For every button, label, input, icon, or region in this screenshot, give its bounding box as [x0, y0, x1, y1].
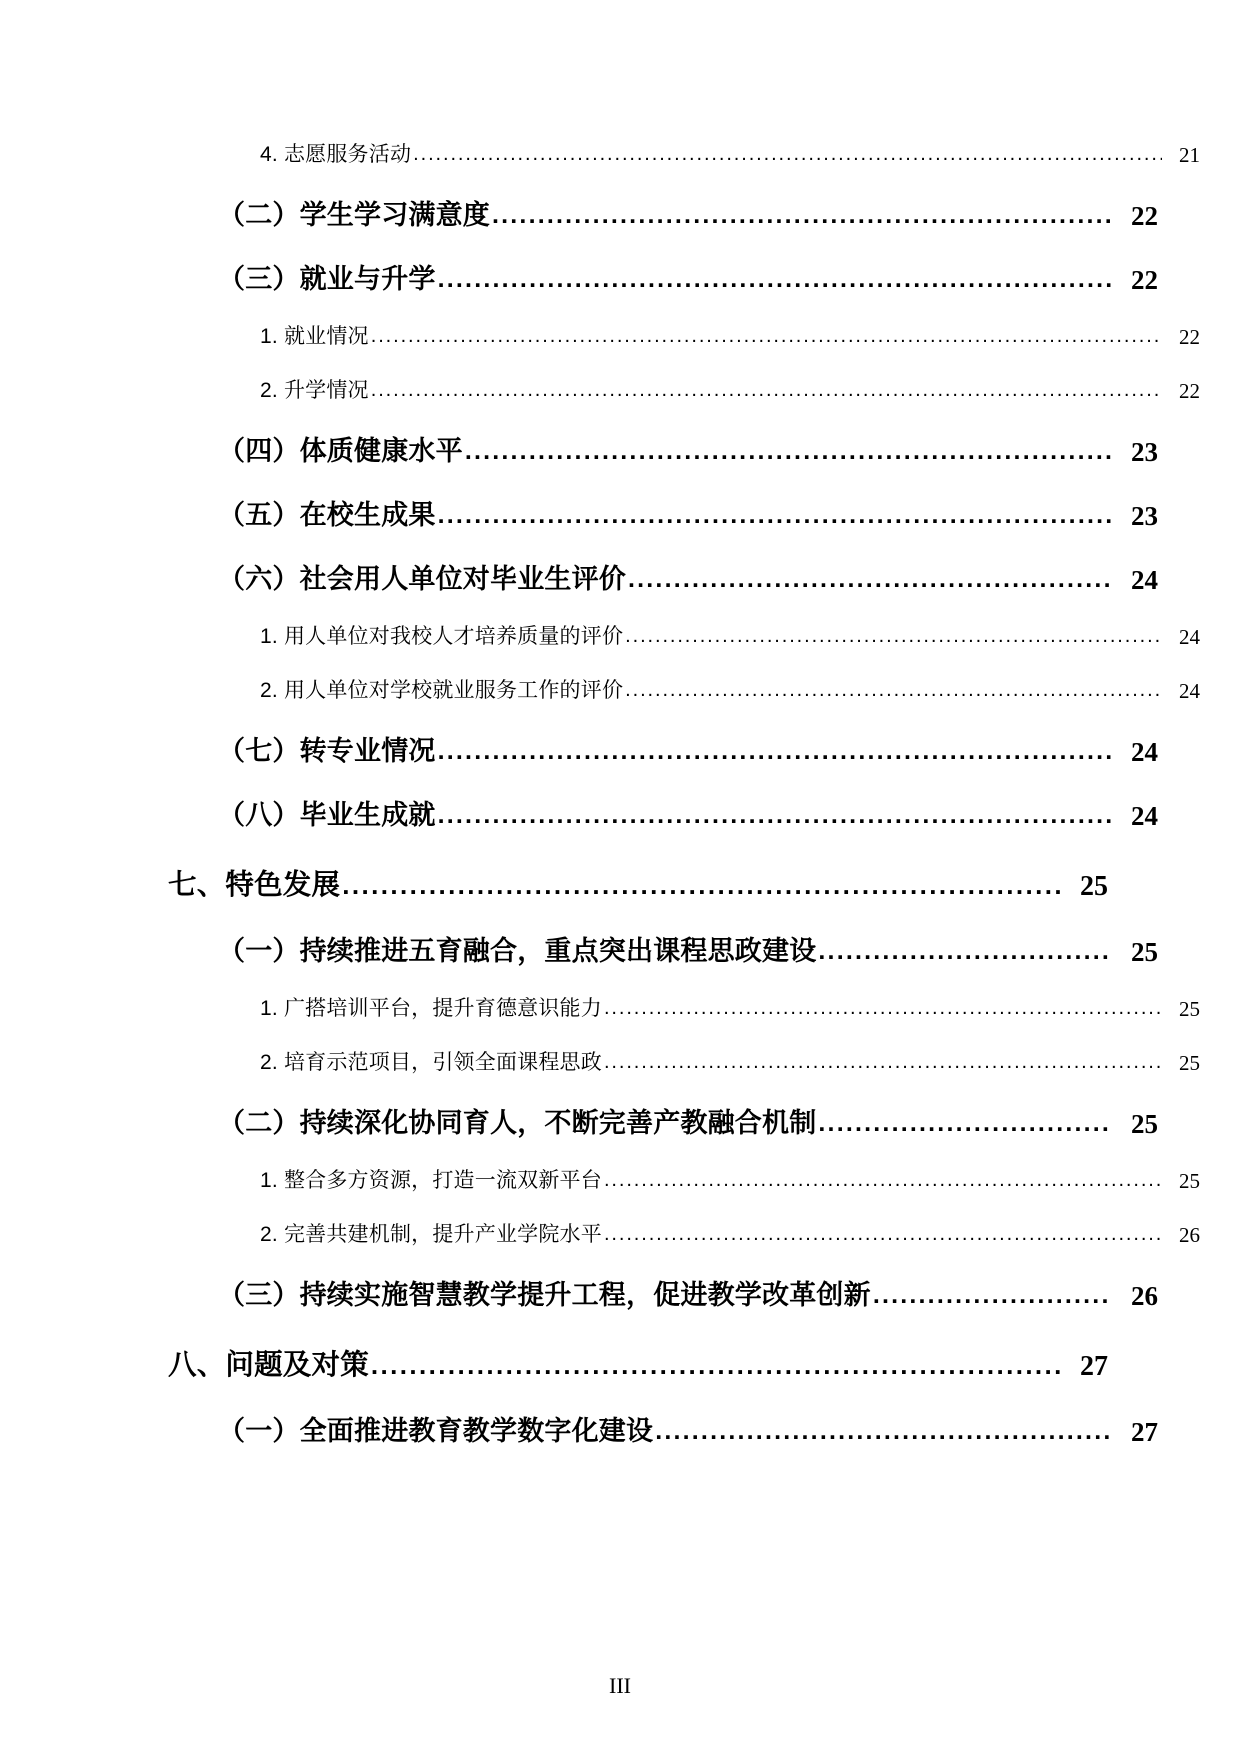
toc-entry-page-number: 25: [1179, 1169, 1200, 1193]
toc-entry-title: 2. 培育示范项目，引领全面课程思政: [260, 1051, 602, 1074]
toc-entry-level-2[interactable]: [218, 236, 1158, 300]
toc-entry-title: 1. 广搭培训平台，提升育德意识能力: [260, 997, 602, 1020]
toc-entry-level-3[interactable]: [260, 354, 1200, 408]
toc-entry-page-number: 26: [1179, 1223, 1200, 1247]
toc-dot-leader: [438, 805, 1112, 832]
toc-entry-level-1[interactable]: [168, 836, 1108, 908]
table-of-contents: [150, 118, 1200, 1452]
toc-dot-leader: [625, 629, 1162, 650]
toc-entry-page-number: 24: [1131, 737, 1158, 767]
toc-dot-leader: [371, 1355, 1060, 1384]
toc-dot-leader: [873, 1285, 1112, 1312]
toc-entry-level-2[interactable]: [218, 1388, 1158, 1452]
toc-entry-level-2[interactable]: [218, 1080, 1158, 1144]
toc-entry-title: （一）持续推进五育融合，重点突出课程思政建设: [218, 936, 817, 966]
toc-entry-page-number: 24: [1131, 565, 1158, 595]
toc-entry-page-number: 23: [1131, 437, 1158, 467]
toc-entry-level-2[interactable]: [218, 408, 1158, 472]
toc-entry-page-number: 22: [1131, 265, 1158, 295]
toc-entry-page-number: 22: [1131, 201, 1158, 231]
toc-entry-page-number: 27: [1080, 1351, 1108, 1382]
toc-dot-leader: [604, 1227, 1162, 1248]
toc-entry-page-number: 22: [1179, 325, 1200, 349]
toc-entry-title: （四）体质健康水平: [218, 436, 463, 466]
toc-entry-title: （二）持续深化协同育人，不断完善产教融合机制: [218, 1108, 817, 1138]
toc-entry-level-3[interactable]: [260, 300, 1200, 354]
toc-dot-leader: [438, 269, 1112, 296]
toc-dot-leader: [604, 1001, 1162, 1022]
toc-entry-title: （八）毕业生成就: [218, 800, 436, 830]
toc-entry-page-number: 25: [1179, 1051, 1200, 1075]
toc-dot-leader: [628, 569, 1112, 596]
toc-entry-title: （二）学生学习满意度: [218, 200, 490, 230]
toc-entry-page-number: 25: [1131, 1109, 1158, 1139]
toc-entry-page-number: 24: [1179, 625, 1200, 649]
toc-entry-level-2[interactable]: [218, 708, 1158, 772]
toc-entry-level-3[interactable]: [260, 654, 1200, 708]
toc-entry-title: （六）社会用人单位对毕业生评价: [218, 564, 626, 594]
toc-entry-page-number: 25: [1179, 997, 1200, 1021]
toc-dot-leader: [818, 1113, 1112, 1140]
toc-entry-level-3[interactable]: [260, 1198, 1200, 1252]
toc-entry-title: （五）在校生成果: [218, 500, 436, 530]
toc-dot-leader: [342, 875, 1060, 904]
toc-entry-page-number: 22: [1179, 379, 1200, 403]
toc-dot-leader: [465, 441, 1112, 468]
toc-entry-title: （三）持续实施智慧教学提升工程，促进教学改革创新: [218, 1280, 871, 1310]
toc-entry-level-2[interactable]: [218, 172, 1158, 236]
toc-entry-title: （一）全面推进教育教学数字化建设: [218, 1416, 654, 1446]
toc-dot-leader: [604, 1055, 1162, 1076]
toc-dot-leader: [625, 683, 1162, 704]
toc-entry-page-number: 25: [1080, 871, 1108, 902]
toc-entry-title: 4. 志愿服务活动: [260, 143, 412, 166]
toc-entry-level-3[interactable]: [260, 118, 1200, 172]
toc-dot-leader: [438, 741, 1112, 768]
toc-dot-leader: [371, 329, 1162, 350]
toc-entry-page-number: 26: [1131, 1281, 1158, 1311]
toc-entry-level-2[interactable]: [218, 908, 1158, 972]
toc-entry-title: 1. 用人单位对我校人才培养质量的评价: [260, 625, 624, 648]
toc-entry-page-number: 25: [1131, 937, 1158, 967]
toc-entry-level-1[interactable]: [168, 1316, 1108, 1388]
toc-dot-leader: [492, 205, 1112, 232]
toc-entry-page-number: 24: [1179, 679, 1200, 703]
toc-entry-level-2[interactable]: [218, 472, 1158, 536]
toc-entry-page-number: 23: [1131, 501, 1158, 531]
toc-dot-leader: [413, 147, 1162, 168]
toc-dot-leader: [438, 505, 1112, 532]
toc-entry-level-2[interactable]: [218, 536, 1158, 600]
toc-entry-title: （三）就业与升学: [218, 264, 436, 294]
toc-entry-level-2[interactable]: [218, 1252, 1158, 1316]
toc-entry-title: 2. 升学情况: [260, 379, 369, 402]
toc-entry-page-number: 24: [1131, 801, 1158, 831]
toc-entry-level-2[interactable]: [218, 772, 1158, 836]
toc-dot-leader: [655, 1421, 1112, 1448]
toc-entry-page-number: 21: [1179, 143, 1200, 167]
page-number-footer: III: [609, 1673, 631, 1698]
toc-entry-level-3[interactable]: [260, 1026, 1200, 1080]
toc-entry-title: 1. 整合多方资源，打造一流双新平台: [260, 1169, 602, 1192]
toc-dot-leader: [371, 383, 1162, 404]
toc-dot-leader: [604, 1173, 1162, 1194]
toc-entry-title: 八、问题及对策: [168, 1349, 369, 1381]
toc-entry-page-number: 27: [1131, 1417, 1158, 1447]
toc-entry-level-3[interactable]: [260, 972, 1200, 1026]
toc-entry-title: （七）转专业情况: [218, 736, 436, 766]
toc-entry-title: 2. 用人单位对学校就业服务工作的评价: [260, 679, 624, 702]
toc-dot-leader: [818, 941, 1112, 968]
toc-entry-level-3[interactable]: [260, 1144, 1200, 1198]
toc-entry-title: 七、特色发展: [168, 869, 341, 901]
toc-entry-title: 1. 就业情况: [260, 325, 369, 348]
toc-entry-title: 2. 完善共建机制，提升产业学院水平: [260, 1223, 602, 1246]
toc-entry-level-3[interactable]: [260, 600, 1200, 654]
